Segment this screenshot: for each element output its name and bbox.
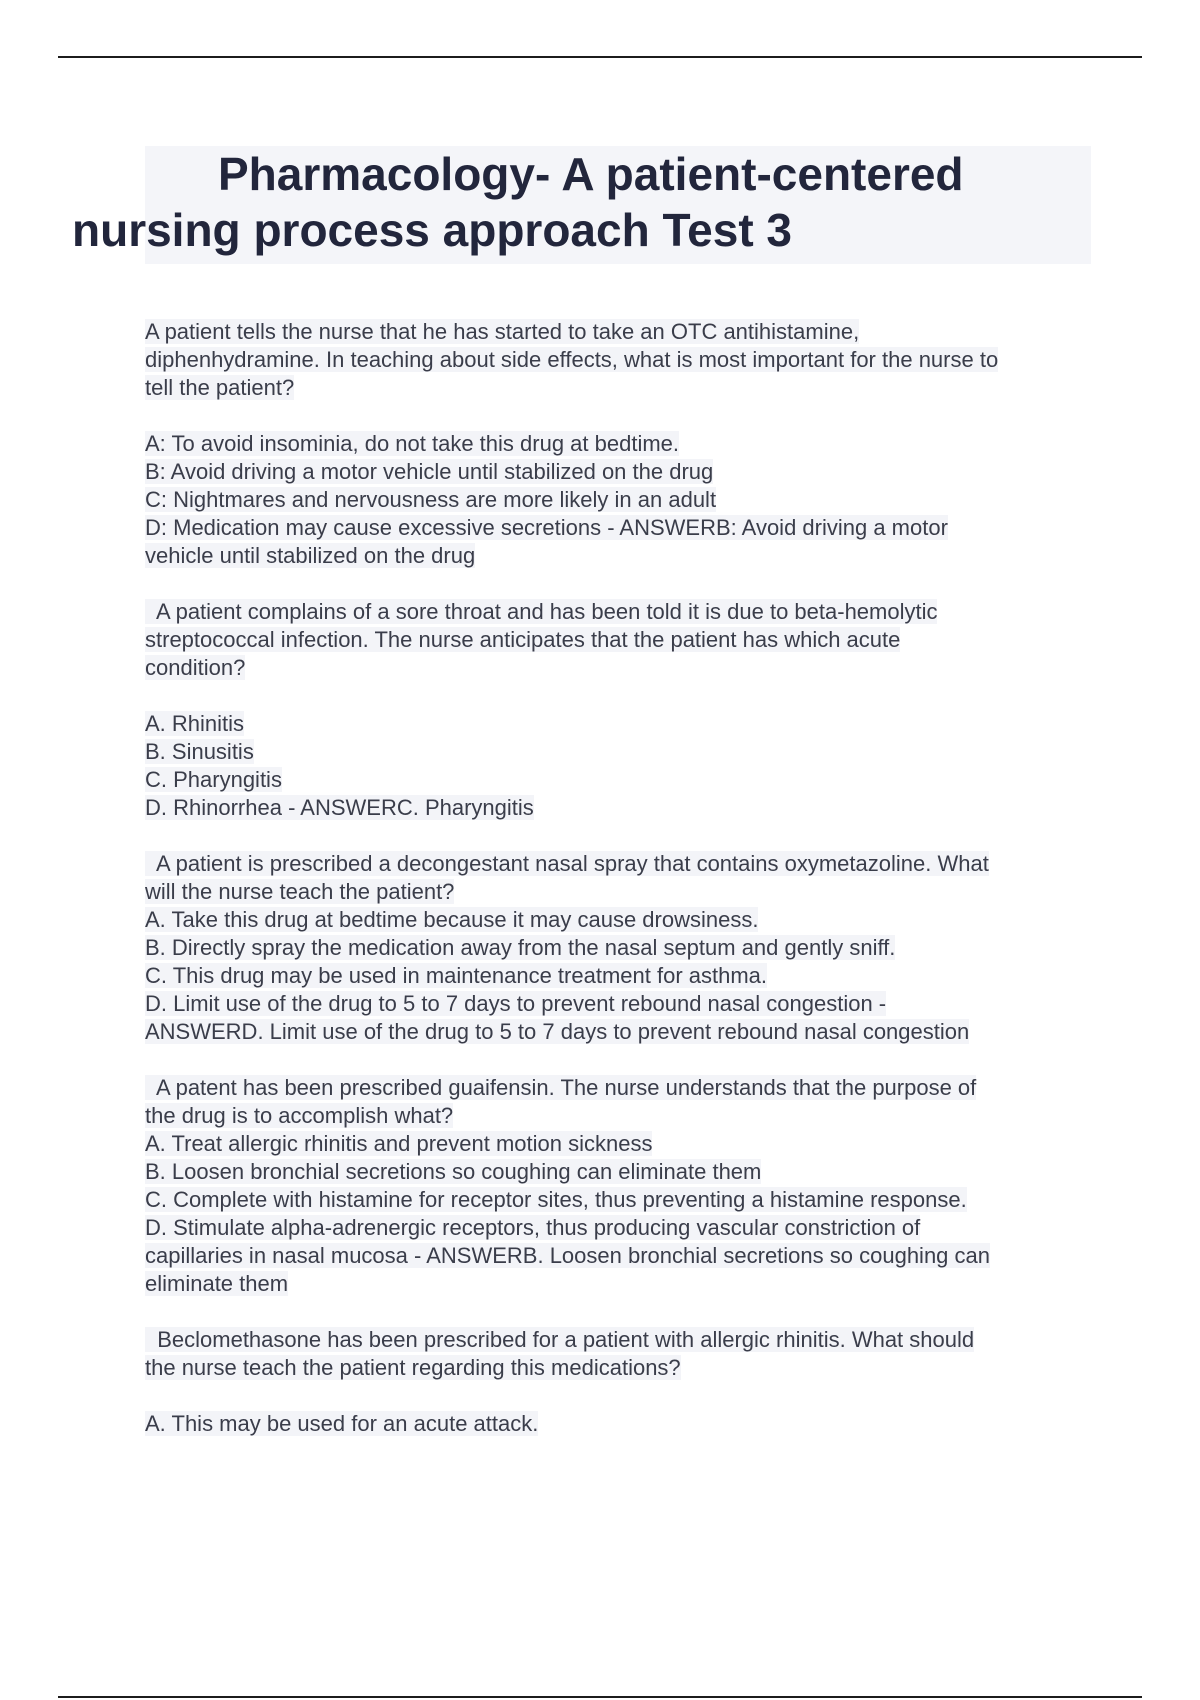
title-line-1: Pharmacology- A patient-centered — [218, 148, 964, 200]
answer-option: B. Loosen bronchial secretions so coughing can eliminate them — [145, 1159, 762, 1184]
question-item — [145, 598, 1091, 822]
answer-option: eliminate them — [145, 1271, 289, 1296]
question-stem-line: will the nurse teach the patient? — [145, 879, 455, 904]
question-stem-line: Beclomethasone has been prescribed for a patient with allergic rhinitis. What should — [145, 1327, 975, 1352]
answer-option: ANSWERD. Limit use of the drug to 5 to 7 days to prevent rebound nasal congestion — [145, 1019, 970, 1044]
header-rule — [58, 56, 1142, 58]
answer-option: vehicle until stabilized on the drug — [145, 543, 476, 568]
answer-option: A. This may be used for an acute attack. — [145, 1411, 539, 1436]
answer-option: capillaries in nasal mucosa - ANSWERB. Loosen bronchial secretions so coughing can — [145, 1243, 990, 1268]
title-line-2: nursing process approach Test 3 — [72, 204, 793, 256]
title-block — [72, 146, 1091, 264]
answer-option: B: Avoid driving a motor vehicle until stabilized on the drug — [145, 459, 714, 484]
question-item — [145, 1074, 1091, 1298]
question-item — [145, 850, 1091, 1046]
answer-option: D. Limit use of the drug to 5 to 7 days to prevent rebound nasal congestion - — [145, 991, 887, 1016]
answer-option: C. Complete with histamine for receptor sites, thus preventing a histamine response. — [145, 1187, 967, 1212]
document-body — [72, 146, 1091, 1466]
answer-option: A. Rhinitis — [145, 711, 245, 736]
question-stem-line: condition? — [145, 655, 246, 680]
page-title — [72, 146, 1091, 258]
answer-option: D. Rhinorrhea - ANSWERC. Pharyngitis — [145, 795, 534, 820]
answer-option: C: Nightmares and nervousness are more likely in an adult — [145, 487, 717, 512]
question-stem-line: the nurse teach the patient regarding this medications? — [145, 1355, 681, 1380]
footer-rule — [58, 1696, 1142, 1698]
question-stem-line: A patent has been prescribed guaifensin. The nurse understands that the purpose of — [145, 1075, 977, 1100]
answer-option: A. Take this drug at bedtime because it may cause drowsiness. — [145, 907, 759, 932]
answer-option: D: Medication may cause excessive secretions - ANSWERB: Avoid driving a motor — [145, 515, 948, 540]
question-stem-line: the drug is to accomplish what? — [145, 1103, 454, 1128]
question-list — [145, 318, 1091, 1438]
question-stem-line: tell the patient? — [145, 375, 295, 400]
question-stem-line: diphenhydramine. In teaching about side effects, what is most important for the nurse to — [145, 347, 999, 372]
question-item — [145, 1326, 1091, 1438]
question-stem-line: streptococcal infection. The nurse anticipates that the patient has which acute — [145, 627, 901, 652]
answer-option: B. Directly spray the medication away from the nasal septum and gently sniff. — [145, 935, 896, 960]
question-item — [145, 318, 1091, 570]
answer-option: B. Sinusitis — [145, 739, 254, 764]
answer-option: A. Treat allergic rhinitis and prevent motion sickness — [145, 1131, 653, 1156]
question-stem-line: A patient is prescribed a decongestant nasal spray that contains oxymetazoline. What — [145, 851, 989, 876]
answer-option: A: To avoid insominia, do not take this drug at bedtime. — [145, 431, 680, 456]
question-stem-line: A patient complains of a sore throat and has been told it is due to beta-hemolytic — [145, 599, 938, 624]
answer-option: C. Pharyngitis — [145, 767, 282, 792]
answer-option: C. This drug may be used in maintenance treatment for asthma. — [145, 963, 768, 988]
question-stem-line: A patient tells the nurse that he has started to take an OTC antihistamine, — [145, 319, 860, 344]
answer-option: D. Stimulate alpha-adrenergic receptors, thus producing vascular constriction of — [145, 1215, 921, 1240]
